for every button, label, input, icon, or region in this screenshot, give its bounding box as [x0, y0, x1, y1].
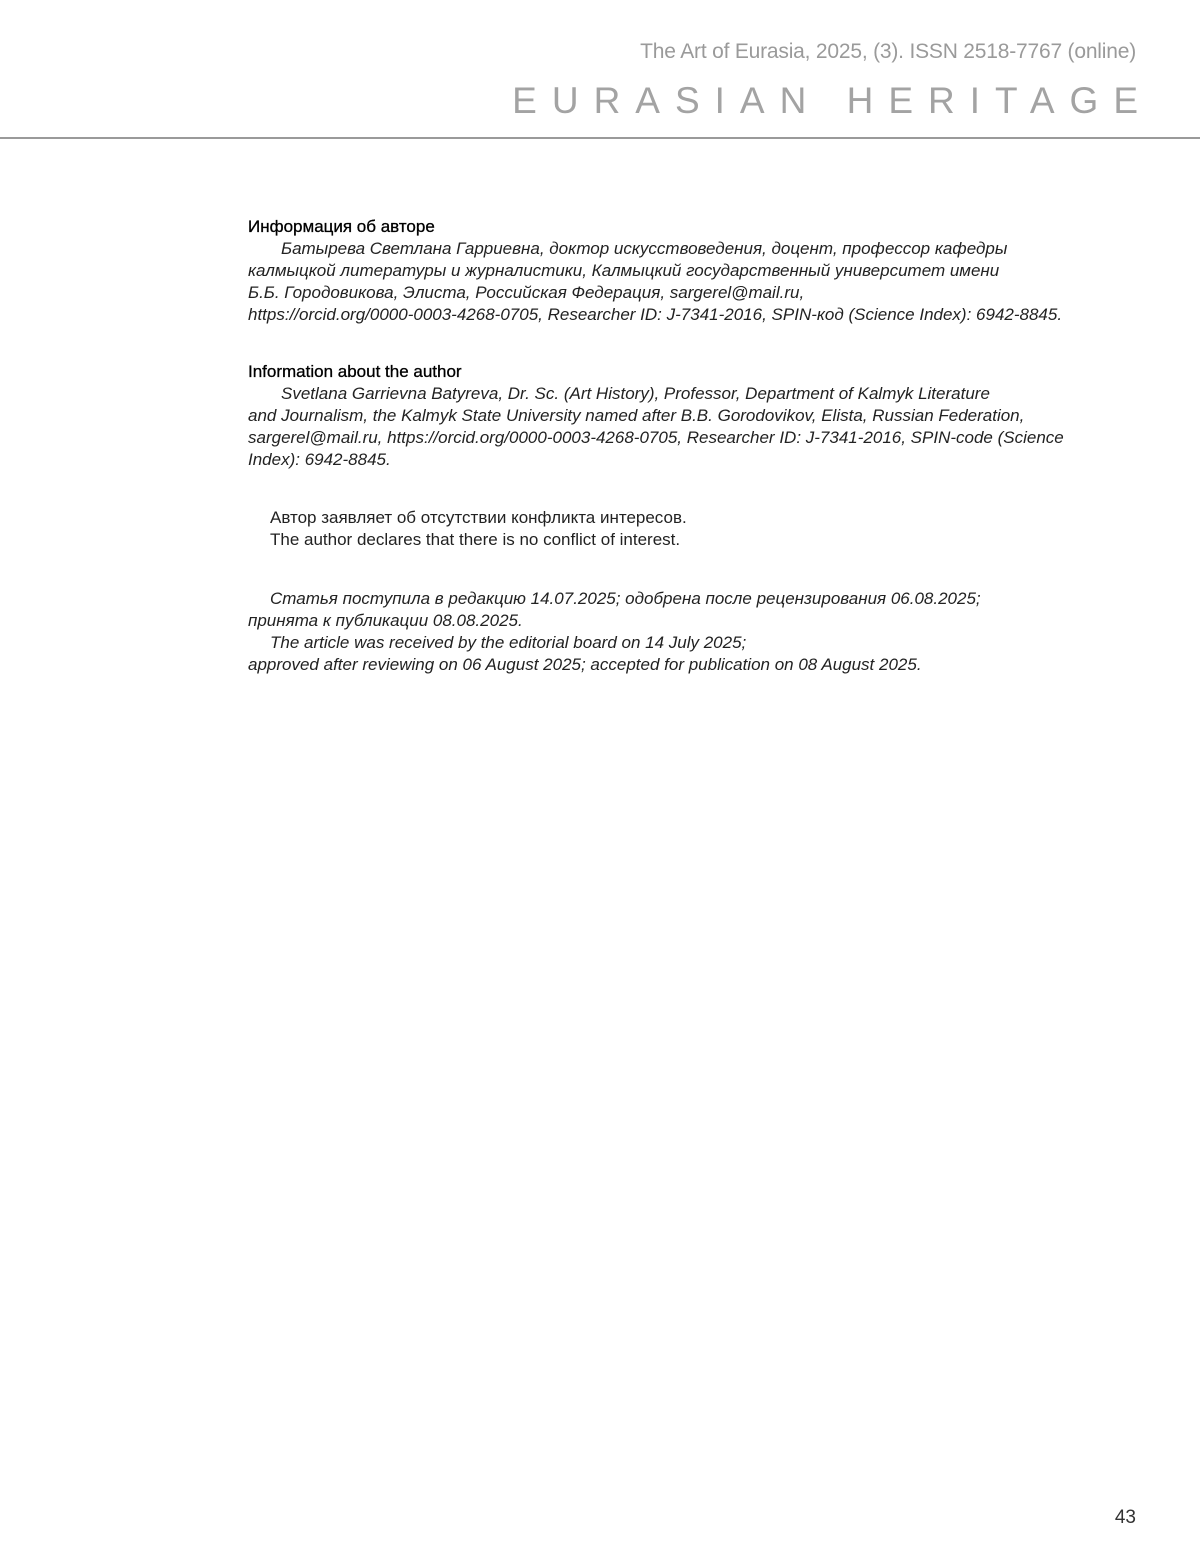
author-info-ru-line: https://orcid.org/0000-0003-4268-0705, Researcher ID: J-7341-2016, SPIN-код (Science Index): 6942-8845. — [248, 305, 1063, 324]
author-info-en-heading: Information about the author — [248, 362, 462, 381]
article-dates — [248, 588, 1148, 676]
article-dates-en-line2: approved after reviewing on 06 August 2025; accepted for publication on 08 August 2025. — [248, 655, 922, 674]
author-info-ru-line: калмыцкой литературы и журналистики, Калмыцкий государственный университет имени — [248, 261, 1000, 280]
article-dates-ru-line1: Статья поступила в редакцию 14.07.2025; одобрена после рецензирования 06.08.2025; — [270, 589, 981, 608]
series-title: EURASIAN HERITAGE — [512, 80, 1153, 121]
author-info-en-line: and Journalism, the Kalmyk State University named after B.B. Gorodovikov, Elista, Russian Federation, — [248, 406, 1025, 425]
author-info-ru — [248, 216, 1148, 326]
author-info-en — [248, 361, 1148, 471]
conflict-declaration-en: The author declares that there is no conflict of interest. — [270, 530, 681, 549]
article-footer-content — [248, 216, 1148, 676]
author-info-ru-line: Батырева Светлана Гарриевна, доктор искусствоведения, доцент, профессор кафедры — [281, 239, 1008, 258]
author-info-en-line: Svetlana Garrievna Batyreva, Dr. Sc. (Art History), Professor, Department of Kalmyk Literature — [281, 384, 990, 403]
journal-citation: The Art of Eurasia, 2025, (3). ISSN 2518-7767 (online) — [640, 40, 1136, 63]
conflict-declaration — [248, 507, 1148, 551]
author-info-en-line: sargerel@mail.ru, https://orcid.org/0000-0003-4268-0705, Researcher ID: J-7341-2016, SPIN-code (Science — [248, 428, 1064, 447]
author-info-en-text — [248, 383, 1148, 471]
article-dates-ru-line2: принята к публикации 08.08.2025. — [248, 611, 523, 630]
author-info-ru-line: Б.Б. Городовикова, Элиста, Российская Федерация, sargerel@mail.ru, — [248, 283, 805, 302]
page-header — [0, 0, 1200, 139]
conflict-declaration-ru: Автор заявляет об отсутствии конфликта интересов. — [270, 508, 687, 527]
author-info-ru-text — [248, 238, 1148, 326]
author-info-ru-heading: Информация об авторе — [248, 217, 435, 236]
author-info-en-line: Index): 6942-8845. — [248, 450, 391, 469]
article-dates-en-line1: The article was received by the editorial board on 14 July 2025; — [270, 633, 747, 652]
page-number: 43 — [1114, 1507, 1136, 1528]
